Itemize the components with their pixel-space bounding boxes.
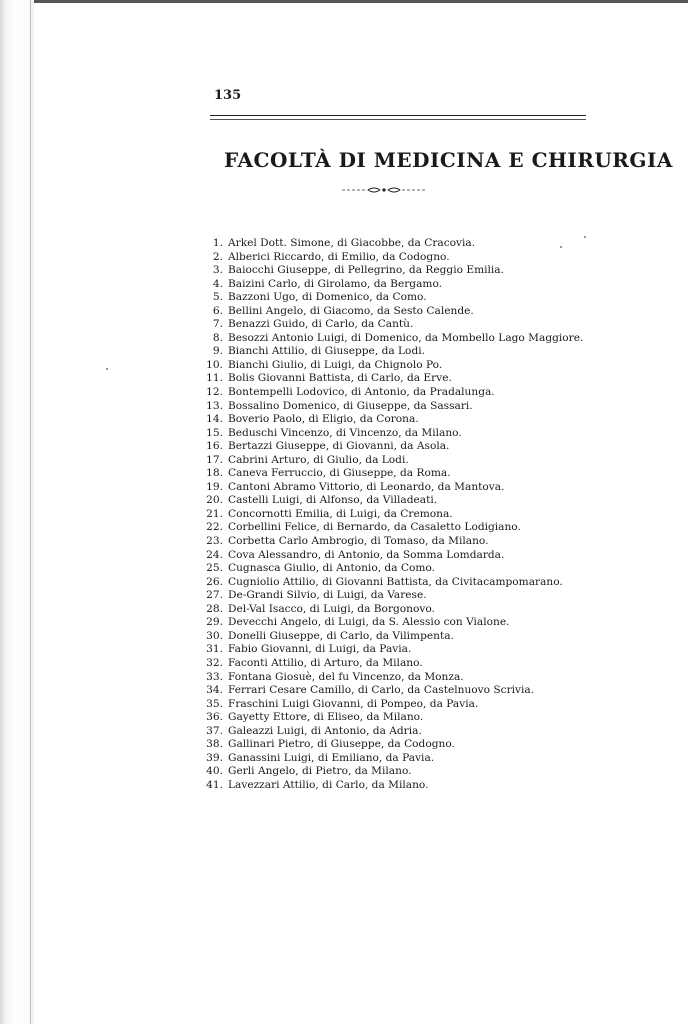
list-item	[196, 738, 596, 752]
entry-number: 8.	[212, 331, 223, 344]
student-list	[196, 237, 596, 792]
entry-text: Cova Alessandro, di Antonio, da Somma Lomdarda.	[228, 548, 505, 561]
entry-text: Cugnasca Giulio, di Antonio, da Como.	[228, 562, 435, 575]
entry-text: Fontana Giosuè, del fu Vincenzo, da Monza.	[228, 670, 464, 683]
entry-number: 25.	[206, 562, 223, 575]
entry-number: 1.	[212, 237, 223, 249]
list-item	[196, 521, 596, 535]
entry-text: Cabrini Arturo, di Giulio, da Lodi.	[228, 453, 409, 466]
ornament-scroll-right	[388, 188, 400, 192]
list-item	[196, 671, 596, 685]
entry-text: Gallinari Pietro, di Giuseppe, da Codogno.	[228, 738, 455, 751]
list-item	[196, 643, 596, 657]
entry-text: Gayetty Ettore, di Eliseo, da Milano.	[228, 711, 424, 724]
list-item	[196, 603, 596, 617]
list-item	[196, 549, 596, 563]
entry-number: 15.	[206, 426, 223, 439]
list-item	[196, 386, 596, 400]
entry-text: Corbetta Carlo Ambrogio, di Tomaso, da Milano.	[228, 535, 489, 548]
list-item	[196, 752, 596, 766]
ornament-scroll-left	[368, 188, 380, 192]
entry-number: 32.	[206, 656, 223, 669]
list-item	[196, 630, 596, 644]
entry-number: 17.	[206, 453, 223, 466]
entry-number: 29.	[206, 616, 223, 629]
entry-text: Concornotti Emilia, di Luigi, da Cremona.	[228, 507, 453, 520]
entry-number: 41.	[206, 778, 223, 791]
entry-number: 9.	[212, 345, 223, 358]
entry-text: Caneva Ferruccio, di Giuseppe, da Roma.	[228, 467, 451, 480]
scan-speck	[560, 246, 562, 248]
entry-text: Bianchi Attilio, di Giuseppe, da Lodi.	[228, 345, 425, 358]
list-item	[196, 508, 596, 522]
page-binding-edge	[0, 0, 34, 1024]
list-item	[196, 318, 596, 332]
list-item	[196, 305, 596, 319]
entry-text: Donelli Giuseppe, di Carlo, da Vilimpenta.	[228, 629, 454, 642]
entry-text: Besozzi Antonio Luigi, di Domenico, da Mombello Lago Maggiore.	[228, 331, 584, 344]
entry-number: 5.	[212, 291, 223, 304]
list-item	[196, 535, 596, 549]
list-item	[196, 372, 596, 386]
entry-number: 39.	[206, 751, 223, 764]
entry-number: 13.	[206, 399, 223, 412]
entry-number: 27.	[206, 589, 223, 602]
entry-text: Cantoni Abramo Vittorio, di Leonardo, da Mantova.	[228, 480, 505, 493]
binding-rule	[30, 0, 31, 1024]
entry-text: De-Grandi Silvio, di Luigi, da Varese.	[228, 589, 427, 602]
entry-number: 34.	[206, 684, 223, 697]
list-item	[196, 400, 596, 414]
list-item	[196, 481, 596, 495]
list-item	[196, 494, 596, 508]
entry-number: 4.	[212, 277, 223, 290]
list-item	[196, 237, 596, 251]
entry-number: 40.	[206, 765, 223, 778]
entry-text: Cugniolio Attilio, di Giovanni Battista, da Civitacampomarano.	[228, 575, 563, 588]
entry-number: 30.	[206, 629, 223, 642]
list-item	[196, 332, 596, 346]
entry-text: Benazzi Guido, di Carlo, da Cantù.	[228, 318, 414, 331]
list-item	[196, 278, 596, 292]
list-item	[196, 359, 596, 373]
entry-number: 22.	[206, 521, 223, 534]
entry-text: Del-Val Isacco, di Luigi, da Borgonovo.	[228, 602, 435, 615]
entry-number: 36.	[206, 711, 223, 724]
entry-number: 14.	[206, 413, 223, 426]
entry-number: 11.	[206, 372, 223, 385]
list-item	[196, 657, 596, 671]
page-title: FACOLTÀ DI MEDICINA E CHIRURGIA	[224, 148, 673, 172]
page-top-edge	[0, 0, 688, 3]
entry-number: 19.	[206, 480, 223, 493]
entry-number: 6.	[212, 304, 223, 317]
list-item	[196, 440, 596, 454]
entry-text: Bossalino Domenico, di Giuseppe, da Sassari.	[228, 399, 473, 412]
list-item	[196, 725, 596, 739]
entry-number: 35.	[206, 697, 223, 710]
entry-text: Baiocchi Giuseppe, di Pellegrino, da Reggio Emilia.	[228, 264, 504, 277]
entry-text: Baizini Carlo, di Girolamo, da Bergamo.	[228, 277, 443, 290]
scan-speck	[584, 236, 586, 238]
entry-text: Arkel Dott. Simone, di Giacobbe, da Cracovia.	[228, 237, 476, 249]
entry-number: 28.	[206, 602, 223, 615]
list-item	[196, 467, 596, 481]
list-item	[196, 765, 596, 779]
list-item	[196, 291, 596, 305]
entry-number: 3.	[212, 264, 223, 277]
entry-number: 10.	[206, 358, 223, 371]
header-rule	[210, 115, 586, 116]
entry-number: 16.	[206, 440, 223, 453]
entry-text: Faconti Attilio, di Arturo, da Milano.	[228, 656, 423, 669]
list-item	[196, 684, 596, 698]
entry-number: 31.	[206, 643, 223, 656]
list-item	[196, 427, 596, 441]
entry-number: 7.	[212, 318, 223, 331]
entry-text: Bertazzi Giuseppe, di Giovanni, da Asola.	[228, 440, 450, 453]
entry-text: Bianchi Giulio, di Luigi, da Chignolo Po.	[228, 358, 443, 371]
list-item	[196, 616, 596, 630]
entry-text: Corbellini Felice, di Bernardo, da Casaletto Lodigiano.	[228, 521, 521, 534]
entry-text: Beduschi Vincenzo, di Vincenzo, da Milano.	[228, 426, 462, 439]
entry-text: Gerli Angelo, di Pietro, da Milano.	[228, 765, 412, 778]
entry-text: Boverio Paolo, di Eligio, da Corona.	[228, 413, 419, 426]
entry-text: Bolis Giovanni Battista, di Carlo, da Erve.	[228, 372, 452, 385]
ornament-divider	[342, 185, 426, 195]
entry-number: 33.	[206, 670, 223, 683]
entry-text: Bontempelli Lodovico, di Antonio, da Pradalunga.	[228, 386, 495, 399]
list-item	[196, 576, 596, 590]
entry-number: 12.	[206, 386, 223, 399]
entry-text: Castelli Luigi, di Alfonso, da Villadeati.	[228, 494, 438, 507]
entry-text: Fraschini Luigi Giovanni, di Pompeo, da Pavia.	[228, 697, 479, 710]
list-item	[196, 264, 596, 278]
entry-text: Galeazzi Luigi, di Antonio, da Adria.	[228, 724, 422, 737]
entry-text: Lavezzari Attilio, di Carlo, da Milano.	[228, 778, 429, 791]
entry-number: 26.	[206, 575, 223, 588]
entry-text: Bellini Angelo, di Giacomo, da Sesto Calende.	[228, 304, 474, 317]
entry-number: 37.	[206, 724, 223, 737]
page-number: 135	[214, 88, 242, 103]
list-item	[196, 345, 596, 359]
entry-text: Alberici Riccardo, di Emilio, da Codogno.	[228, 250, 450, 263]
list-item	[196, 562, 596, 576]
entry-number: 24.	[206, 548, 223, 561]
list-item	[196, 413, 596, 427]
list-item	[196, 711, 596, 725]
entry-text: Ganassini Luigi, di Emiliano, da Pavia.	[228, 751, 435, 764]
entry-number: 18.	[206, 467, 223, 480]
entry-text: Devecchi Angelo, di Luigi, da S. Alessio con Vialone.	[228, 616, 510, 629]
entry-text: Bazzoni Ugo, di Domenico, da Como.	[228, 291, 427, 304]
list-item	[196, 251, 596, 265]
list-item	[196, 779, 596, 793]
entry-number: 2.	[212, 250, 223, 263]
entry-text: Ferrari Cesare Camillo, di Carlo, da Castelnuovo Scrivia.	[228, 684, 535, 697]
entry-text: Fabio Giovanni, di Luigi, da Pavia.	[228, 643, 412, 656]
entry-number: 20.	[206, 494, 223, 507]
entry-number: 23.	[206, 535, 223, 548]
entry-number: 38.	[206, 738, 223, 751]
list-item	[196, 589, 596, 603]
scan-speck	[106, 368, 108, 370]
entry-number: 21.	[206, 507, 223, 520]
ornament-center-dot	[382, 188, 385, 191]
list-item	[196, 698, 596, 712]
list-item	[196, 454, 596, 468]
